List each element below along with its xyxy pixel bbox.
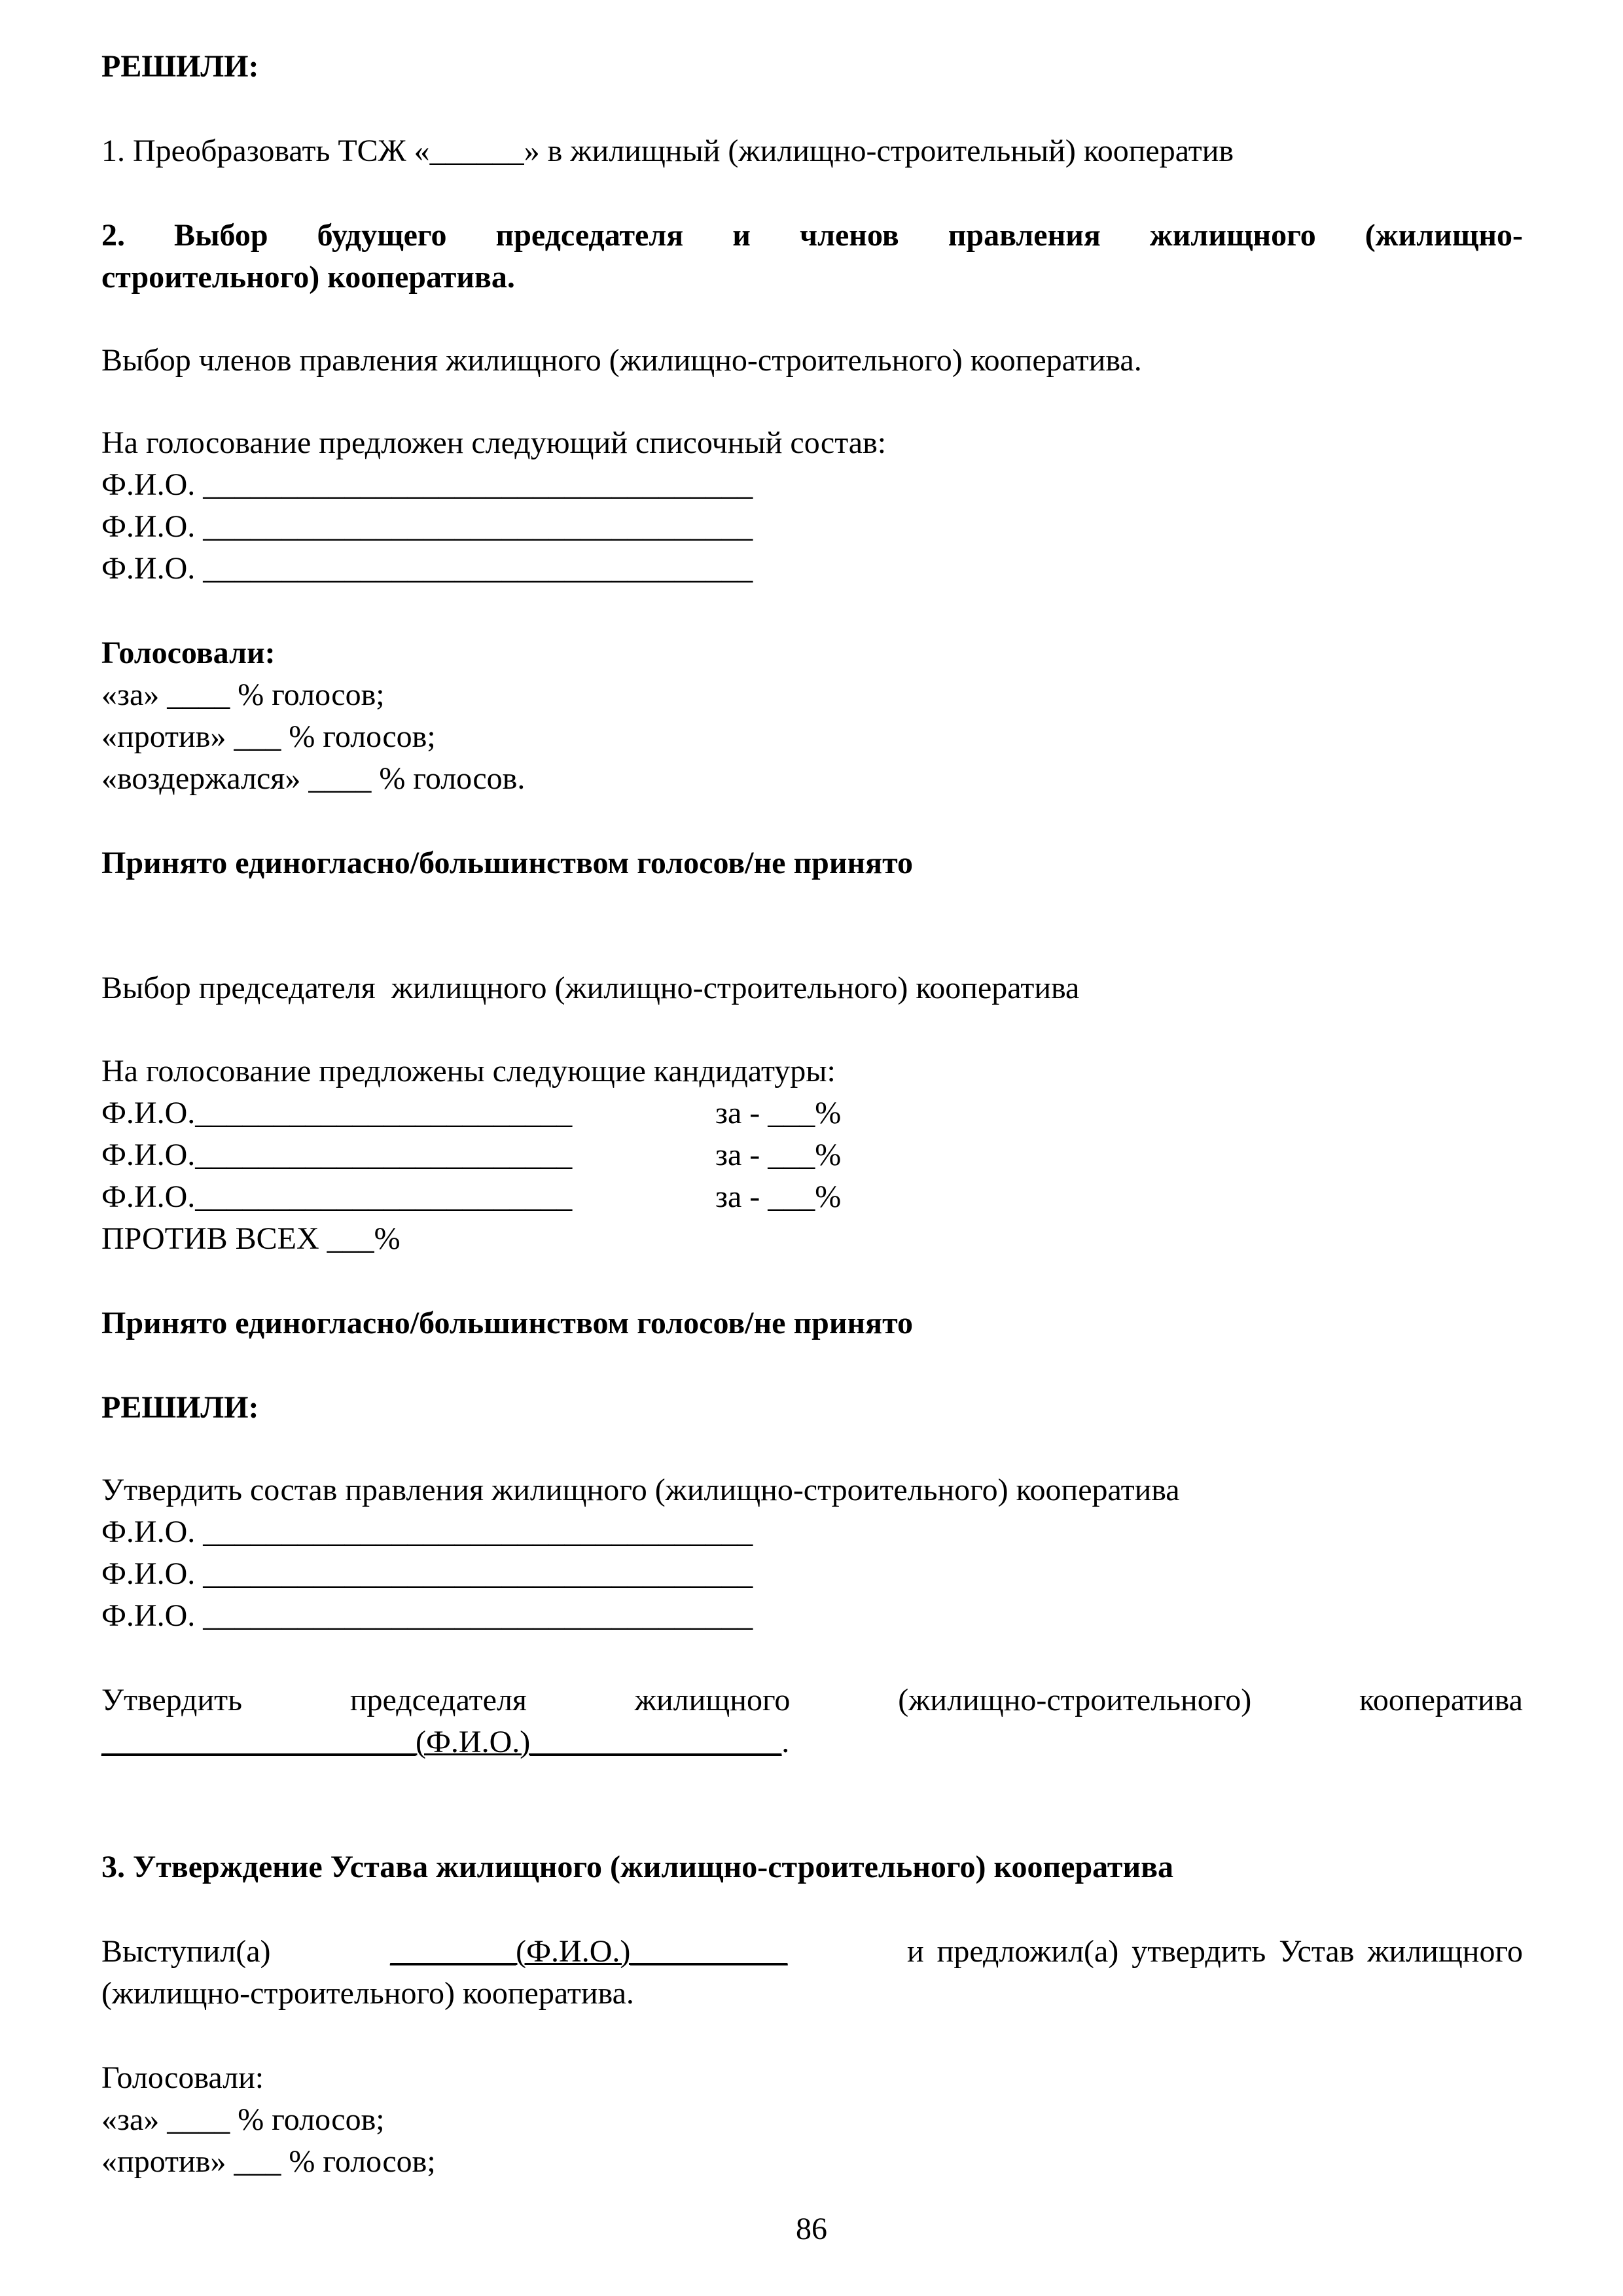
candidates-intro: На голосование предложены следующие кандидатуры: [101,1054,836,1088]
approved-board-line: Ф.И.О. ___________________________________ [101,1515,753,1549]
vote-for-line: «за» ____ % голосов; [101,677,385,712]
approve-board-text: Утвердить состав правления жилищного (жилищно-строительного) кооператива [101,1473,1180,1507]
voted-heading: Голосовали: [101,2060,264,2095]
chairman-candidate-votes: за - ___% [715,1096,842,1130]
proposed-list-intro: На голосование предложен следующий списочный состав: [101,425,887,460]
chairman-election-title: Выбор председателя жилищного (жилищно-строительного) кооператива [101,971,1080,1005]
chairman-candidate-votes: за - ___% [715,1138,842,1172]
board-candidate-line: Ф.И.О. ___________________________________ [101,551,753,586]
speaker-suffix: и предложил(а) утвердить Устав жилищного [906,1934,1523,1969]
voted-heading: Голосовали: [101,636,276,670]
approved-board-line: Ф.И.О. ___________________________________ [101,1556,753,1591]
word: жилищного [634,1683,791,1717]
word: Утвердить [101,1683,242,1717]
item-2-heading-line-2: строительного) кооператива. [101,260,515,295]
chairman-candidate-name: Ф.И.О.________________________ [101,1138,573,1172]
speaker-name-field: ________(Ф.И.О.)__________ [390,1934,788,1969]
board-election-title: Выбор членов правления жилищного (жилищно-строительного) кооператива. [101,343,1142,378]
decision-line: Принято единогласно/большинством голосов/не принято [101,846,914,880]
vote-against-line: «против» ___ % голосов; [101,719,436,754]
resolved-heading: РЕШИЛИ: [101,1390,259,1425]
decision-line: Принято единогласно/большинством голосов/не принято [101,1306,914,1340]
speaker-line-2: (жилищно-строительного) кооператива. [101,1976,634,2011]
approve-chairman-line-1 [101,1679,1523,1721]
chairman-candidate-name: Ф.И.О.________________________ [101,1179,573,1214]
item-1-text: 1. Преобразовать ТСЖ «______» в жилищный (жилищно-строительный) кооператив [101,134,1234,168]
approve-chairman-line-2 [101,1721,789,1763]
vote-abstain-line: «воздержался» ____ % голосов. [101,761,526,796]
word: (жилищно-строительного) [898,1683,1252,1717]
speaker-prefix: Выступил(а) [101,1934,271,1969]
speaker-line-1 [101,1931,1523,1973]
chairman-candidate-votes: за - ___% [715,1179,842,1214]
board-candidate-line: Ф.И.О. ___________________________________ [101,509,753,544]
vote-for-line: «за» ____ % голосов; [101,2102,385,2137]
page-number: 86 [796,2212,827,2246]
period: . [781,1725,790,1759]
word: кооператива [1359,1683,1523,1717]
chairman-name-field: ____________________(Ф.И.О.)________________ [101,1725,782,1759]
chairman-candidate-name: Ф.И.О.________________________ [101,1096,573,1130]
approved-board-line: Ф.И.О. ___________________________________ [101,1598,753,1633]
resolved-heading: РЕШИЛИ: [101,49,259,84]
board-candidate-line: Ф.И.О. ___________________________________ [101,467,753,502]
word: председателя [349,1683,527,1717]
vote-against-line: «против» ___ % голосов; [101,2144,436,2179]
item-2-heading-line-1: 2. Выбор будущего председателя и членов правления жилищного (жилищно- [101,218,1523,253]
item-3-heading: 3. Утверждение Устава жилищного (жилищно-строительного) кооператива [101,1850,1174,1884]
against-all-line: ПРОТИВ ВСЕХ ___% [101,1221,401,1256]
